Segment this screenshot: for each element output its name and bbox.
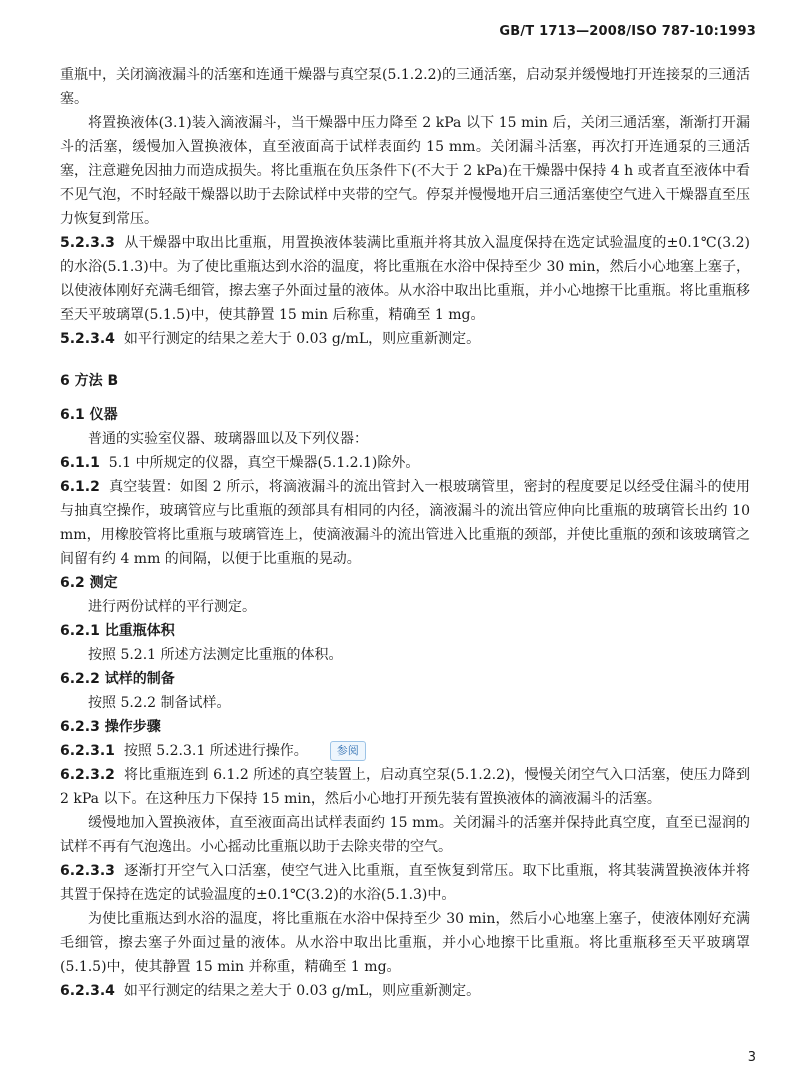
- clause-6-1-2: [60, 475, 750, 571]
- clause-6-1-1: [60, 451, 750, 475]
- paragraph: 重瓶中，关闭滴液漏斗的活塞和连通干燥器与真空泵(5.1.2.2)的三通活塞，启动泵并缓慢地打开连接泵的三通活塞。: [60, 67, 750, 107]
- paragraph: 进行两份试样的平行测定。: [88, 599, 256, 615]
- clause-number: 6.1.2: [60, 479, 100, 495]
- clause-text: 真空装置：如图 2 所示，将滴液漏斗的流出管封入一根玻璃管里，密封的程度要足以经受住漏斗的使用与抽真空操作，玻璃管应与比重瓶的颈部具有相同的内径，滴液漏斗的流出管应伸向比重瓶的玻璃管长出约 10 mm，用橡胶管将比重瓶与玻璃管连上，使滴液漏斗的流出管进入比重瓶的颈部，并使比重瓶的颈和该玻璃管之间留有约 4 mm 的间隔，以便于比重瓶的晃动。: [60, 479, 750, 567]
- clause-number: 5.2.3.4: [60, 331, 115, 347]
- clause-text: 按照 5.2.3.1 所述进行操作。: [123, 743, 308, 759]
- clause-number: 5.2.3.3: [60, 235, 115, 251]
- paragraph: 缓慢地加入置换液体，直至液面高出试样表面约 15 mm。关闭漏斗的活塞并保持此真空度，直至已湿润的试样不再有气泡逸出。小心摇动比重瓶以助于去除夹带的空气。: [60, 815, 750, 855]
- clause-number: 6.2.3.4: [60, 983, 115, 999]
- section-heading-6: 6 方法 B: [60, 373, 119, 389]
- section-heading-6-1: 6.1 仪器: [60, 407, 118, 423]
- clause-6-2-3-1: [60, 739, 750, 763]
- page-number: 3: [747, 1050, 756, 1065]
- clause-text: 5.1 中所规定的仪器，真空干燥器(5.1.2.1)除外。: [108, 455, 420, 471]
- paragraph: 普通的实验室仪器、玻璃器皿以及下列仪器：: [88, 431, 368, 447]
- clause-5-2-3-3: [60, 231, 750, 327]
- standard-number-header: GB/T 1713—2008/ISO 787-10:1993: [499, 24, 756, 39]
- clause-6-2-3-3: [60, 859, 750, 907]
- clause-number: 6.2.3.2: [60, 767, 115, 783]
- section-heading-6-2-3: 6.2.3 操作步骤: [60, 719, 161, 735]
- clause-6-2-3-4: [60, 979, 750, 1003]
- clause-text: 如平行测定的结果之差大于 0.03 g/mL，则应重新测定。: [123, 983, 481, 999]
- section-heading-6-2: 6.2 测定: [60, 575, 118, 591]
- reference-badge[interactable]: 参阅: [330, 741, 366, 761]
- section-heading-6-2-1: 6.2.1 比重瓶体积: [60, 623, 175, 639]
- clause-number: 6.2.3.3: [60, 863, 115, 879]
- paragraph: 按照 5.2.2 制备试样。: [88, 695, 231, 711]
- document-body: [60, 63, 750, 1003]
- paragraph: 为使比重瓶达到水浴的温度，将比重瓶在水浴中保持至少 30 min，然后小心地塞上塞子，使液体刚好充满毛细管，擦去塞子外面过量的液体。从水浴中取出比重瓶，并小心地擦干比重瓶。将比重瓶移至天平玻璃罩(5.1.5)中，使其静置 15 min 并称重，精确至 1 mg。: [60, 911, 750, 975]
- clause-text: 从干燥器中取出比重瓶，用置换液体装满比重瓶并将其放入温度保持在选定试验温度的±0.1℃(3.2)的水浴(5.1.3)中。为了使比重瓶达到水浴的温度，将比重瓶在水浴中保持至少 30 min，然后小心地塞上塞子，以使液体刚好充满毛细管，擦去塞子外面过量的液体。从水浴中取出比重瓶，并小心地擦干比重瓶。将比重瓶移至天平玻璃罩(5.1.5)中，使其静置 15 min 后称重，精确至 1 mg。: [60, 235, 751, 323]
- section-heading-6-2-2: 6.2.2 试样的制备: [60, 671, 175, 687]
- clause-number: 6.2.3.1: [60, 743, 115, 759]
- clause-6-2-3-2: [60, 763, 750, 811]
- clause-text: 将比重瓶连到 6.1.2 所述的真空装置上，启动真空泵(5.1.2.2)，慢慢关闭空气入口活塞，使压力降到 2 kPa 以下。在这种压力下保持 15 min，然后小心地打开预先装有置换液体的滴液漏斗的活塞。: [60, 767, 750, 807]
- clause-text: 如平行测定的结果之差大于 0.03 g/mL，则应重新测定。: [123, 331, 481, 347]
- clause-number: 6.1.1: [60, 455, 100, 471]
- clause-5-2-3-4: [60, 327, 750, 351]
- paragraph: 将置换液体(3.1)装入滴液漏斗，当干燥器中压力降至 2 kPa 以下 15 min 后，关闭三通活塞，渐渐打开漏斗的活塞，缓慢加入置换液体，直至液面高于试样表面约 15 mm。关闭漏斗活塞，再次打开连通泵的三通活塞，注意避免因抽力而造成损失。将比重瓶在负压条件下(不大于 2 kPa)在干燥器中保持 4 h 或者直至液体中看不见气泡，不时轻敲干燥器以助于去除试样中夹带的空气。停泵并慢慢地开启三通活塞使空气进入干燥器直至压力恢复到常压。: [60, 115, 750, 227]
- paragraph: 按照 5.2.1 所述方法测定比重瓶的体积。: [88, 647, 343, 663]
- clause-text: 逐渐打开空气入口活塞，使空气进入比重瓶，直至恢复到常压。取下比重瓶，将其装满置换液体并将其置于保持在选定的试验温度的±0.1℃(3.2)的水浴(5.1.3)中。: [60, 863, 750, 903]
